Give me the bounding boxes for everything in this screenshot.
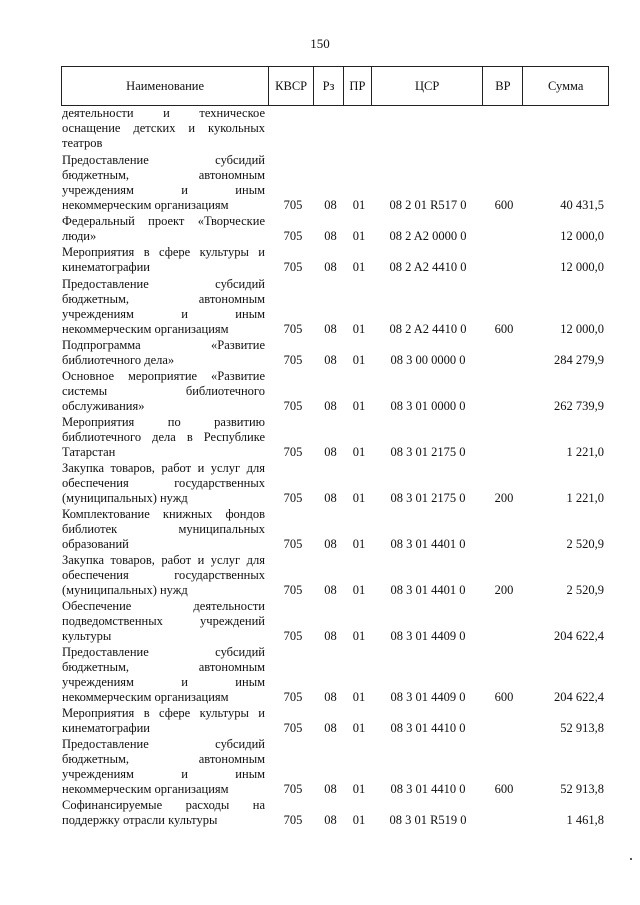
header-rz: Рз bbox=[314, 67, 344, 105]
cell-csr: 08 3 01 4401 0 bbox=[390, 537, 466, 551]
cell-rz: 08 bbox=[324, 629, 337, 643]
cell-kvsr: 705 bbox=[283, 782, 303, 796]
table-row bbox=[62, 706, 610, 736]
cell-kvsr: 705 bbox=[283, 629, 303, 643]
cell-name: Подпрограмма «Развитие библиотечного дела» bbox=[62, 338, 265, 367]
cell-name: деятельности и техническое оснащение детских и кукольных театров bbox=[62, 106, 265, 150]
cell-vr: 600 bbox=[494, 198, 514, 212]
cell-sum: 52 913,8 bbox=[560, 721, 604, 735]
cell-pr: 01 bbox=[352, 583, 366, 597]
table-row bbox=[62, 245, 610, 275]
cell-pr: 01 bbox=[352, 353, 366, 367]
page-number: 150 bbox=[310, 36, 330, 51]
table-row bbox=[62, 415, 610, 460]
cell-kvsr: 705 bbox=[283, 813, 303, 827]
cell-rz: 08 bbox=[324, 353, 337, 367]
cell-name: Закупка товаров, работ и услуг для обеспечения государственных (муниципальных) нужд bbox=[62, 553, 265, 597]
cell-rz: 08 bbox=[324, 260, 337, 274]
cell-sum: 2 520,9 bbox=[566, 537, 604, 551]
cell-name: Предоставление субсидий бюджетным, автономным учреждениям и иным некоммерческим организациям bbox=[62, 153, 265, 212]
table-row bbox=[62, 214, 610, 244]
table-header bbox=[61, 66, 609, 106]
cell-pr: 01 bbox=[352, 537, 366, 551]
cell-kvsr: 705 bbox=[283, 690, 303, 704]
cell-name: Основное мероприятие «Развитие системы библиотечного обслуживания» bbox=[62, 369, 265, 413]
table-row bbox=[62, 338, 610, 368]
cell-csr: 08 3 01 2175 0 bbox=[390, 445, 466, 459]
cell-csr: 08 3 01 4410 0 bbox=[390, 782, 466, 796]
cell-name: Федеральный проект «Творческие люди» bbox=[62, 214, 265, 243]
cell-pr: 01 bbox=[352, 260, 366, 274]
cell-rz: 08 bbox=[324, 782, 337, 796]
header-sum: Сумма bbox=[547, 78, 584, 93]
table-row bbox=[62, 507, 610, 552]
cell-name: Мероприятия в сфере культуры и кинематографии bbox=[62, 706, 265, 735]
cell-rz: 08 bbox=[324, 322, 337, 336]
header-csr: ЦСР bbox=[372, 67, 484, 105]
cell-name: Предоставление субсидий бюджетным, автономным учреждениям и иным некоммерческим организациям bbox=[62, 277, 265, 336]
table-row bbox=[62, 461, 610, 506]
cell-pr: 01 bbox=[352, 229, 366, 243]
cell-sum: 1 221,0 bbox=[566, 445, 604, 459]
cell-kvsr: 705 bbox=[283, 229, 303, 243]
cell-kvsr: 705 bbox=[283, 198, 303, 212]
cell-rz: 08 bbox=[324, 399, 337, 413]
cell-csr: 08 3 00 0000 0 bbox=[390, 353, 466, 367]
cell-pr: 01 bbox=[352, 782, 366, 796]
cell-rz: 08 bbox=[324, 445, 337, 459]
cell-kvsr: 705 bbox=[283, 260, 303, 274]
cell-kvsr: 705 bbox=[283, 583, 303, 597]
table-row bbox=[62, 153, 610, 213]
cell-name: Комплектование книжных фондов библиотек муниципальных образований bbox=[62, 507, 265, 551]
cell-csr: 08 3 01 4401 0 bbox=[390, 583, 466, 597]
cell-csr: 08 3 01 4409 0 bbox=[390, 629, 466, 643]
cell-pr: 01 bbox=[352, 721, 366, 735]
cell-vr: 200 bbox=[494, 583, 514, 597]
header-pr: ПР bbox=[344, 67, 372, 105]
cell-csr: 08 3 01 R519 0 bbox=[389, 813, 467, 827]
cell-pr: 01 bbox=[352, 813, 366, 827]
header-kvsr: КВСР bbox=[269, 67, 314, 105]
cell-sum: 12 000,0 bbox=[560, 260, 604, 274]
cell-name: Обеспечение деятельности подведомственных учреждений культуры bbox=[62, 599, 265, 643]
cell-csr: 08 2 A2 0000 0 bbox=[389, 229, 467, 243]
table-row bbox=[62, 645, 610, 705]
cell-sum: 40 431,5 bbox=[560, 198, 604, 212]
table-body bbox=[62, 106, 610, 828]
cell-rz: 08 bbox=[324, 721, 337, 735]
cell-sum: 2 520,9 bbox=[566, 583, 604, 597]
cell-rz: 08 bbox=[324, 813, 337, 827]
cell-name: Софинансируемые расходы на поддержку отрасли культуры bbox=[62, 798, 265, 827]
cell-rz: 08 bbox=[324, 198, 337, 212]
cell-kvsr: 705 bbox=[283, 537, 303, 551]
table-row bbox=[62, 277, 610, 337]
cell-csr: 08 2 A2 4410 0 bbox=[389, 322, 467, 336]
cell-sum: 204 622,4 bbox=[554, 690, 604, 704]
cell-rz: 08 bbox=[324, 537, 337, 551]
cell-rz: 08 bbox=[324, 690, 337, 704]
cell-pr: 01 bbox=[352, 445, 366, 459]
header-name: Наименование bbox=[62, 67, 269, 105]
cell-sum: 1 461,8 bbox=[566, 813, 604, 827]
cell-pr: 01 bbox=[352, 629, 366, 643]
cell-name: Предоставление субсидий бюджетным, автономным учреждениям и иным некоммерческим организациям bbox=[62, 737, 265, 796]
cell-vr: 600 bbox=[494, 782, 514, 796]
cell-sum: 12 000,0 bbox=[560, 322, 604, 336]
cell-csr: 08 2 01 R517 0 bbox=[389, 198, 467, 212]
cell-pr: 01 bbox=[352, 198, 366, 212]
cell-sum: 284 279,9 bbox=[554, 353, 604, 367]
cell-pr: 01 bbox=[352, 491, 366, 505]
cell-rz: 08 bbox=[324, 229, 337, 243]
cell-pr: 01 bbox=[352, 399, 366, 413]
cell-name: Мероприятия по развитию библиотечного дела в Республике Татарстан bbox=[62, 415, 265, 459]
cell-pr: 01 bbox=[352, 690, 366, 704]
cell-kvsr: 705 bbox=[283, 491, 303, 505]
cell-kvsr: 705 bbox=[283, 399, 303, 413]
table-row bbox=[62, 553, 610, 598]
cell-sum: 262 739,9 bbox=[554, 399, 604, 413]
table-row bbox=[62, 599, 610, 644]
cell-kvsr: 705 bbox=[283, 322, 303, 336]
cell-vr: 600 bbox=[494, 690, 514, 704]
cell-name: Предоставление субсидий бюджетным, автономным учреждениям и иным некоммерческим организациям bbox=[62, 645, 265, 704]
cell-kvsr: 705 bbox=[283, 721, 303, 735]
table-row bbox=[62, 737, 610, 797]
cell-csr: 08 3 01 2175 0 bbox=[390, 491, 466, 505]
cell-vr: 600 bbox=[494, 322, 514, 336]
table-row bbox=[62, 369, 610, 414]
cell-kvsr: 705 bbox=[283, 445, 303, 459]
cell-name: Мероприятия в сфере культуры и кинематографии bbox=[62, 245, 265, 274]
cell-sum: 204 622,4 bbox=[554, 629, 604, 643]
cell-rz: 08 bbox=[324, 583, 337, 597]
table-row bbox=[62, 106, 610, 151]
cell-name: Закупка товаров, работ и услуг для обеспечения государственных (муниципальных) нужд bbox=[62, 461, 265, 505]
header-vr: ВР bbox=[483, 67, 523, 105]
cell-csr: 08 2 A2 4410 0 bbox=[389, 260, 467, 274]
cell-rz: 08 bbox=[324, 491, 337, 505]
cell-csr: 08 3 01 0000 0 bbox=[390, 399, 466, 413]
cell-csr: 08 3 01 4410 0 bbox=[390, 721, 466, 735]
cell-sum: 12 000,0 bbox=[560, 229, 604, 243]
cell-csr: 08 3 01 4409 0 bbox=[390, 690, 466, 704]
cell-vr: 200 bbox=[494, 491, 514, 505]
cell-sum: 1 221,0 bbox=[566, 491, 604, 505]
table-row bbox=[62, 798, 610, 828]
scan-speck bbox=[630, 858, 632, 860]
cell-sum: 52 913,8 bbox=[560, 782, 604, 796]
cell-kvsr: 705 bbox=[283, 353, 303, 367]
cell-pr: 01 bbox=[352, 322, 366, 336]
